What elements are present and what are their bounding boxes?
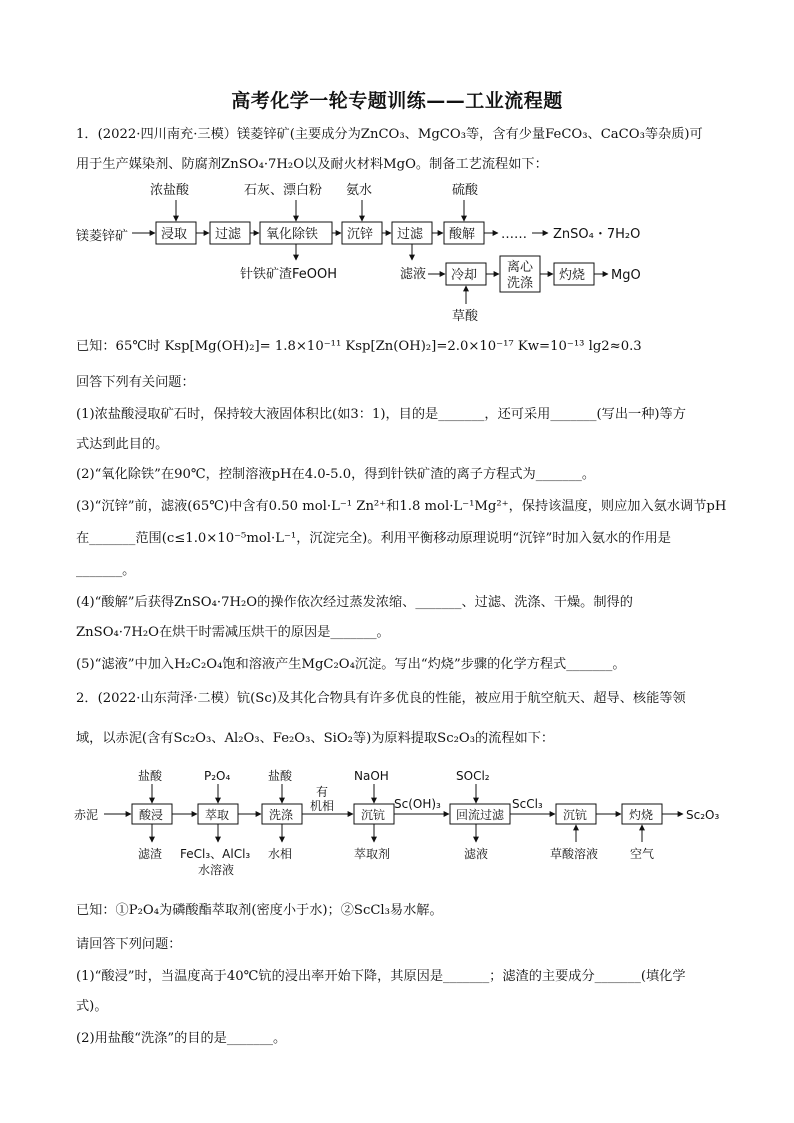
box-calcine: 灼烧 — [629, 808, 654, 822]
box-oxidize-remove-iron: 氧化除铁 — [266, 227, 319, 242]
page-title: 高考化学一轮专题训练——工业流程题 — [231, 90, 563, 112]
reagent-naoh: NaOH — [354, 769, 389, 783]
q1-flowchart — [70, 178, 730, 328]
bottom-residue: 滤渣 — [138, 847, 163, 861]
intermediate-sccl3: ScCl₃ — [512, 797, 543, 811]
box-precipitate-sc-2: 沉钪 — [563, 808, 588, 822]
q1-item-3a: (3)“沉锌”前，滤液(65℃)中含有0.50 mol·L⁻¹ Zn²⁺和1.8 mol·L⁻¹Mg²⁺，保持该温度，则应加入氨水调节pH — [76, 499, 727, 514]
reagent-ammonia: 氨水 — [346, 183, 373, 198]
q2-flowchart — [70, 766, 730, 878]
bottom-oxalic-solution: 草酸溶液 — [550, 847, 599, 861]
q1-item-5: (5)“滤液”中加入H₂C₂O₄饱和溶液产生MgC₂O₄沉淀。写出“灼烧”步骤的化学方程式_______。 — [76, 657, 626, 672]
q1-intro-line-2: 用于生产媒染剂、防腐剂ZnSO₄·7H₂O以及耐火材料MgO。制备工艺流程如下： — [76, 157, 548, 172]
box-leach: 浸取 — [161, 227, 188, 242]
start-material: 镁菱锌矿 — [76, 229, 129, 244]
q2-item-2: (2)用盐酸“洗涤”的目的是_______。 — [76, 1031, 287, 1046]
q1-known: 已知：65℃时 Ksp[Mg(OH)₂]= 1.8×10⁻¹¹ Ksp[Zn(OH)₂]=2.0×10⁻¹⁷ Kw=10⁻¹³ lg2≈0.3 — [76, 339, 642, 354]
organic-phase-line1: 有 — [316, 785, 329, 799]
q2-flowchart-svg — [70, 766, 730, 878]
product-mgo: MgO — [611, 268, 641, 283]
q1-prompt: 回答下列有关问题： — [76, 375, 195, 390]
q2-intro-line-1: 2．(2022·山东菏泽·二模）钪(Sc)及其化合物具有许多优良的性能，被应用于航空航天、超导、核能等领 — [76, 691, 686, 706]
reagent-p2o4: P₂O₄ — [204, 769, 231, 783]
reagent-hcl-1: 盐酸 — [138, 769, 163, 783]
q1-item-3b: 在_______范围(c≤1.0×10⁻⁵mol·L⁻¹，沉淀完全)。利用平衡移动原理说明“沉锌”时加入氨水的作用是 — [76, 531, 671, 546]
q1-flowchart-svg — [70, 178, 730, 328]
q2-intro-line-2: 域，以赤泥(含有Sc₂O₃、Al₂O₃、Fe₂O₃、SiO₂等)为原料提取Sc₂O₃的流程如下： — [76, 731, 555, 746]
q1-item-1b: 式达到此目的。 — [76, 437, 169, 452]
reagent-socl2: SOCl₂ — [456, 769, 490, 783]
q2-prompt: 请回答下列问题： — [76, 937, 182, 952]
q2-item-1b: 式)。 — [76, 999, 108, 1014]
bottom-air: 空气 — [630, 847, 655, 861]
reagent-oxalic-acid: 草酸 — [452, 309, 479, 324]
q1-item-3c: _______。 — [76, 563, 136, 578]
reagent-conc-hcl: 浓盐酸 — [150, 183, 190, 198]
box-precipitate-zinc: 沉锌 — [347, 227, 374, 242]
start-red-mud: 赤泥 — [74, 808, 99, 822]
box-centrifuge-line2: 洗涤 — [507, 276, 534, 291]
product-zinc-sulfate: ZnSO₄・7H₂O — [553, 227, 641, 242]
filtrate-label: 滤液 — [400, 267, 427, 282]
reagent-lime-bleach: 石灰、漂白粉 — [244, 183, 323, 198]
bottom-aqueous-solution: 水溶液 — [198, 863, 235, 877]
product-sc2o3: Sc₂O₃ — [686, 808, 720, 822]
box-filter-2: 过滤 — [397, 227, 424, 242]
box-precipitate-sc-1: 沉钪 — [361, 808, 386, 822]
bottom-aqueous-phase: 水相 — [268, 847, 293, 861]
box-extract: 萃取 — [205, 808, 230, 822]
bottom-extractant: 萃取剂 — [354, 847, 391, 861]
intermediate-sc-oh3: Sc(OH)₃ — [394, 797, 441, 811]
q1-item-4b: ZnSO₄·7H₂O在烘干时需减压烘干的原因是_______。 — [76, 625, 390, 640]
box-cool: 冷却 — [451, 268, 478, 283]
reagent-hcl-2: 盐酸 — [268, 769, 293, 783]
bottom-filtrate: 滤液 — [464, 847, 489, 861]
box-reflux-filter: 回流过滤 — [456, 808, 505, 822]
byproduct-goethite: 针铁矿渣FeOOH — [240, 267, 338, 282]
box-calcine: 灼烧 — [559, 268, 586, 283]
q1-item-1a: (1)浓盐酸浸取矿石时，保持较大液固体积比(如3：1)，目的是_______，还可采用_______(写出一种)等方 — [76, 407, 686, 422]
box-wash: 洗涤 — [269, 808, 294, 822]
box-acid-dissolve: 酸解 — [449, 227, 476, 242]
box-acid-leach: 酸浸 — [139, 808, 164, 822]
q2-item-1a: (1)“酸浸”时，当温度高于40℃钪的浸出率开始下降，其原因是_______；滤渣的主要成分_______(填化学 — [76, 969, 686, 984]
q1-intro-line-1: 1．(2022·四川南充·三模）镁菱锌矿(主要成分为ZnCO₃、MgCO₃等，含有少量FeCO₃、CaCO₃等杂质)可 — [76, 127, 703, 142]
q1-item-4a: (4)“酸解”后获得ZnSO₄·7H₂O的操作依次经过蒸发浓缩、_______、过滤、洗涤、干燥。制得的 — [76, 595, 633, 610]
reagent-sulfuric-acid: 硫酸 — [452, 183, 479, 198]
ellipsis: …… — [501, 227, 527, 242]
q2-known: 已知：①P₂O₄为磷酸酯萃取剂(密度小于水)；②ScCl₃易水解。 — [76, 903, 443, 918]
box-centrifuge-line1: 离心 — [507, 260, 534, 275]
organic-phase-line2: 机相 — [310, 799, 335, 813]
q1-item-2: (2)“氧化除铁”在90℃，控制溶液pH在4.0-5.0，得到针铁矿渣的离子方程式为_______。 — [76, 467, 596, 482]
bottom-fecl3-alcl3: FeCl₃、AlCl₃ — [180, 847, 251, 861]
box-filter-1: 过滤 — [215, 227, 242, 242]
